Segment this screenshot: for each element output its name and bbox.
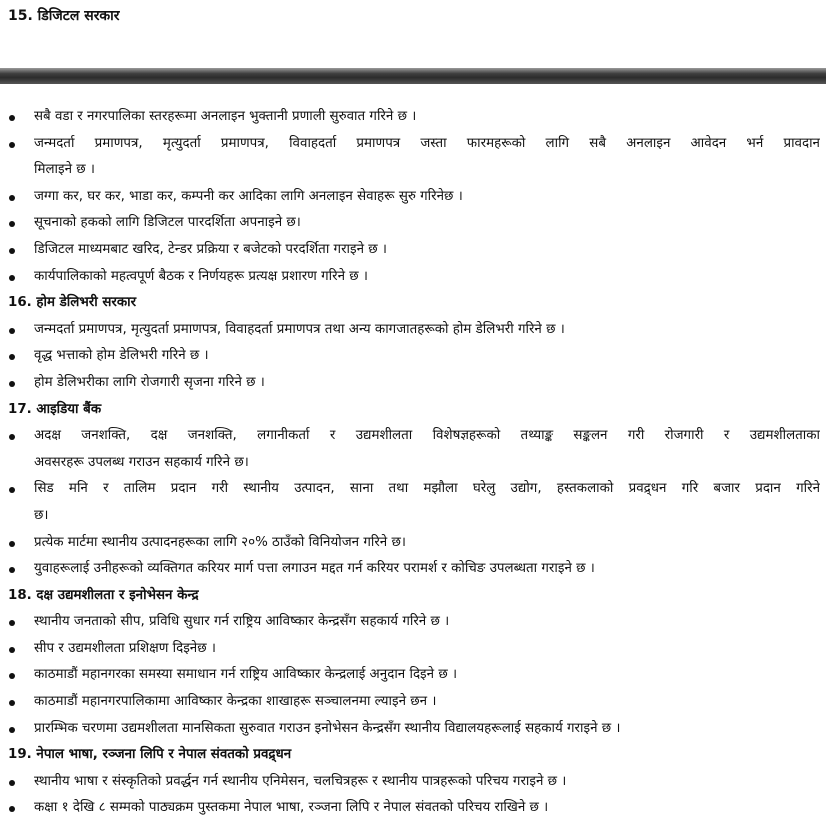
- bullet-icon: [9, 381, 15, 387]
- bullet-icon: [9, 142, 15, 148]
- list-item: सबै वडा र नगरपालिका स्तरहरूमा अनलाइन भुक्तानी प्रणाली सुरुवात गरिने छ ।: [0, 104, 826, 131]
- bullet-icon: [9, 195, 15, 201]
- bullet-icon: [9, 221, 15, 227]
- bullet-icon: [9, 567, 15, 573]
- bullet-icon: [9, 115, 15, 121]
- bullet-icon: [9, 354, 15, 360]
- list-item: होम डेलिभरीका लागि रोजगारी सृजना गरिने छ ।: [0, 370, 826, 397]
- section-16-heading: 16. होम डेलिभरी सरकार: [8, 295, 137, 311]
- list-item: प्रारम्भिक चरणमा उद्यमशीलता मानसिकता सुरुवात गराउन इनोभेसन केन्द्रसँग स्थानीय विद्यालयहरूलाई सहकार्य गराइने छ ।: [0, 716, 826, 743]
- bullet-icon: [9, 275, 15, 281]
- list-item: युवाहरूलाई उनीहरूको व्यक्तिगत करियर मार्ग पत्ता लगाउन मद्दत गर्न करियर परामर्श र कोचिङ उपलब्धता गराइने छ ।: [0, 556, 826, 583]
- list-item: प्रत्येक मार्टमा स्थानीय उत्पादनहरूका लागि २०% ठाउँको विनियोजन गरिने छ।: [0, 530, 826, 557]
- bullet-icon: [9, 541, 15, 547]
- bullet-icon: [9, 727, 15, 733]
- section-17-heading: 17. आइडिया बैंक: [8, 401, 102, 417]
- bullet-icon: [9, 487, 15, 493]
- bullet-icon: [9, 700, 15, 706]
- bullet-icon: [9, 780, 15, 786]
- list-item: कक्षा १ देखि ८ सम्मको पाठ्यक्रम पुस्तकमा नेपाल भाषा, रञ्जना लिपि र नेपाल संवतको परिचय राखिने छ ।: [0, 795, 826, 822]
- bullet-icon: [9, 434, 15, 440]
- list-item: कार्यपालिकाको महत्वपूर्ण बैठक र निर्णयहरू प्रत्यक्ष प्रशारण गरिने छ ।: [0, 264, 826, 291]
- section-15-heading: 15. डिजिटल सरकार: [8, 8, 120, 24]
- bullet-icon: [9, 673, 15, 679]
- list-item-continuation: छ।: [34, 507, 49, 523]
- list-item: अदक्ष जनशक्ति, दक्ष जनशक्ति, लगानीकर्ता र उद्यमशीलता विशेषज्ञहरूको तथ्याङ्क सङ्कलन गरी रोजगारी र उद्यमशीलताका: [0, 423, 820, 450]
- list-item: जन्मदर्ता प्रमाणपत्र, मृत्युदर्ता प्रमाणपत्र, विवाहदर्ता प्रमाणपत्र जस्ता फारमहरूको लागि सबै अनलाइन आवेदन भर्न प्रावदान: [0, 131, 820, 158]
- list-item: वृद्ध भत्ताको होम डेलिभरी गरिने छ ।: [0, 343, 826, 370]
- bullet-icon: [9, 647, 15, 653]
- list-item-continuation: मिलाइने छ ।: [34, 162, 96, 178]
- list-item: सीप र उद्यमशीलता प्रशिक्षण दिइनेछ ।: [0, 636, 826, 663]
- list-item: डिजिटल माध्यमबाट खरिद, टेन्डर प्रक्रिया र बजेटको परदर्शिता गराइने छ ।: [0, 237, 826, 264]
- list-item: जन्मदर्ता प्रमाणपत्र, मृत्युदर्ता प्रमाणपत्र, विवाहदर्ता प्रमाणपत्र तथा अन्य कागजातहरूको होम डेलिभरी गरिने छ ।: [0, 317, 826, 344]
- list-item: सूचनाको हकको लागि डिजिटल पारदर्शिता अपनाइने छ।: [0, 210, 826, 237]
- bullet-icon: [9, 248, 15, 254]
- bullet-icon: [9, 620, 15, 626]
- bullet-icon: [9, 806, 15, 812]
- list-item: जग्गा कर, घर कर, भाडा कर, कम्पनी कर आदिका लागि अनलाइन सेवाहरू सुरु गरिनेछ ।: [0, 184, 826, 211]
- section-18-heading: 18. दक्ष उद्यमशीलता र इनोभेसन केन्द्र: [8, 587, 199, 603]
- list-item: स्थानीय जनताको सीप, प्रविधि सुधार गर्न राष्ट्रिय आविष्कार केन्द्रसँग सहकार्य गरिने छ ।: [0, 609, 826, 636]
- section-19-heading: 19. नेपाल भाषा, रञ्जना लिपि र नेपाल संवतको प्रवद्र्धन: [8, 747, 292, 763]
- bullet-icon: [9, 328, 15, 334]
- list-item: स्थानीय भाषा र संस्कृतिको प्रवर्द्धन गर्न स्थानीय एनिमेसन, चलचित्रहरू र स्थानीय पात्रहरूको परिचय गराइने छ ।: [0, 769, 826, 796]
- list-item-continuation: अवसरहरू उपलब्ध गराउन सहकार्य गरिने छ।: [34, 454, 249, 470]
- document-body: [0, 104, 826, 822]
- list-item: सिड मनि र तालिम प्रदान गरी स्थानीय उत्पादन, साना तथा मझौला घरेलु उद्योग, हस्तकलाको प्रवद्र्धन गरि बजार प्रदान गरिने: [0, 476, 820, 503]
- list-item: काठमाडौं महानगरका समस्या समाधान गर्न राष्ट्रिय आविष्कार केन्द्रलाई अनुदान दिइने छ ।: [0, 662, 826, 689]
- list-item: काठमाडौं महानगरपालिकामा आविष्कार केन्द्रका शाखाहरू सञ्चालनमा ल्याइने छन ।: [0, 689, 826, 716]
- header-divider-bar: [0, 68, 826, 84]
